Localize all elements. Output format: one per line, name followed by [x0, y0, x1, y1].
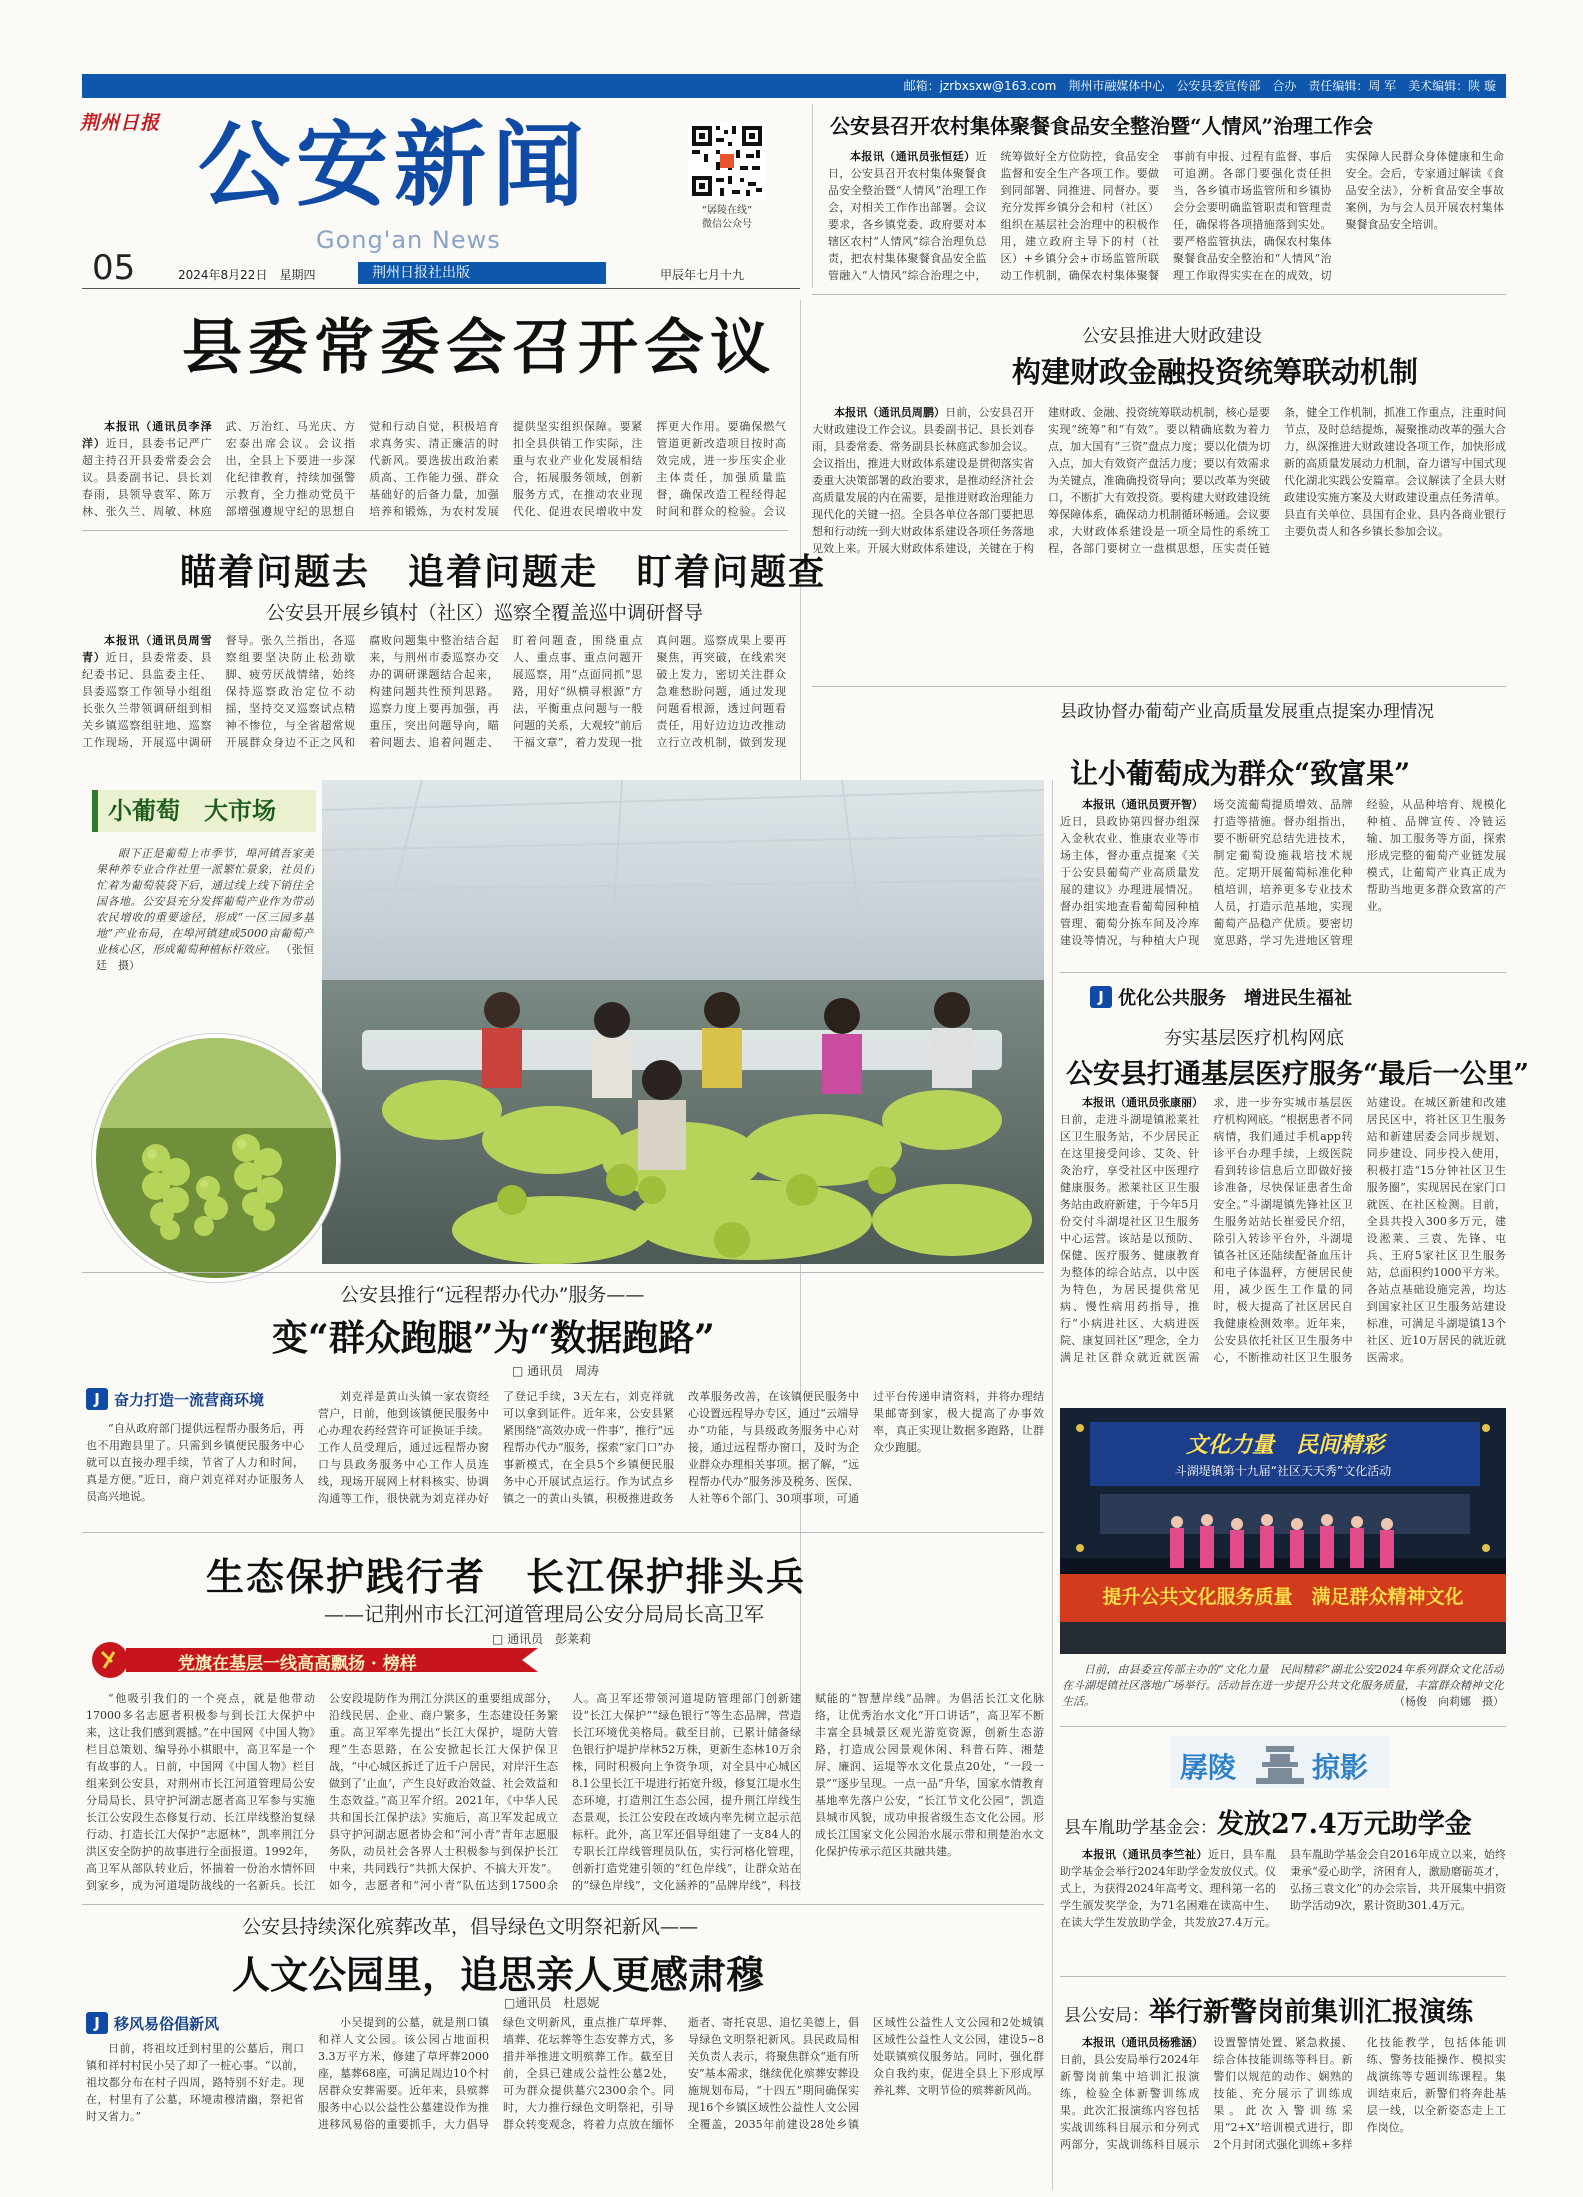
article-food-safety-body: 本报讯（通讯员张恒廷）近日，公安县召开农村集体聚餐食品安全整治暨“人情风”治理工作会，对相关工作作出部署。会议要求，各乡镇党委、政府要对本辖区农村“人情风”综合治理负总责，把农村集体聚餐食品安全监管融入“人情风”综合治理之中，统筹做好全方位防控，食品安全监督和安全生产各项工作。要做到同部署、同推进、同督办。要充分发挥乡镇分会和村（社区）组织在基层社会治理中的积极作用，建立政府主导下的村（社区）+乡镇分会+市场监管所联动工作机制，确保农村集体聚餐事前有申报、过程有监督、事后可追溯。各部门要强化责任担当，各乡镇市场监管所和乡镇协会分会要明确监管职责和管理责任，确保将各项措施落到实处。要严格监管执法，确保农村集体聚餐食品安全整治和“人情风”治理工作取得实实在在的成效，切实保障人民群众身体健康和生命安全。会后，专家通过解读《食品安全法》，分析食品安全事故案例，为与会人员开展农村集体聚餐食品安全培训。 — [828, 150, 1504, 282]
lunar-date: 甲辰年七月十九 — [660, 268, 745, 282]
culture-event-photo — [1060, 1408, 1506, 1654]
page-title-en: Gong'an News — [316, 226, 501, 254]
culture-banner: 提升公共文化服务质量 满足群众精神文化 — [1102, 1586, 1464, 1608]
feature-grape-label: 小葡萄 大市场 — [92, 790, 316, 832]
article-inspection-headline: 瞄着问题去 追着问题走 盯着问题查 — [180, 551, 827, 593]
photographer-credit: （张恒廷 摄） — [96, 943, 314, 972]
article-funeral-body: 小吴提到的公墓，就是荆口镇和祥人文公园。该公园占地面积3.3万平方米，修建了草坪葬2000座，墓葬68座，可满足周边10个村居群众安葬需要。近年来，县殡葬服务中心以公益性公墓建设作为推进移风易俗的重要抓手，大力倡导绿色文明新风，重点推广草坪葬、墙葬、花坛葬等生态安葬方式，多措并举推进文明殡葬工作。截至目前，全县已建成公益性公墓2处，可为群众提供墓穴2300余个。同时，大力推行绿色文明祭祀，引导群众转变观念，将着力点放在缅怀逝者、寄托哀思、追忆美德上，倡导绿色文明祭祀新风。县民政局相关负责人表示，将聚焦群众“逝有所安”基本需求，继续优化殡葬安葬设施规划布局，“十四五”期间确保实现16个乡镇区域性公益性人文公园全覆盖，2035年前建设28处乡镇区域性公益性人文公园和2处城镇区域性公益性人文公园，建设5~8处联镇殡仪服务站。同时，强化群众自我约束，促进全县上下形成厚养礼葬、文明节俭的殡葬新风尚。 — [318, 2016, 1044, 2131]
grape-workers-photo — [322, 780, 1044, 1264]
culture-stage-sign: 文化力量 民间精彩 — [1185, 1432, 1384, 1458]
article-police-heading: 县公安局：举行新警岗前集训汇报演练 — [1064, 1997, 1473, 2028]
article-standing-committee-body: 本报讯（通讯员李泽洋）近日，县委书记严广超主持召开县委常委会会议。县委副书记、县长刘春雨，县领导袁军、陈万林、张久兰、周敏、林庭武、万治红、马光庆、方宏泰出席会议。会议指出，全县上下要进一步深化纪律教育，持续加强警示教育，全力推动党员干部增强遵规守纪的思想自觉和行动自觉，积极培育求真务实、清正廉洁的时代新风。要选拔出政治素质高、工作能力强、群众基础好的后备力量，加强培养和锻炼，为农村发展提供坚实组织保障。要紧扣全县供销工作实际，注重与农业产业化发展相结合，拓展服务领域，创新服务方式，在推动农业现代化、促进农民增收中发挥更大作用。要确保燃气管道更新改造项目按时高效完成，进一步压实企业主体责任，加强质量监督，确保改造工程经得起时间和群众的检验。会议 — [82, 420, 786, 518]
article-inspection-body: 本报讯（通讯员周雪青）近日，县委常委、县纪委书记、县监委主任、县委巡察工作领导小组组长张久兰带领调研组到相关乡镇巡察组驻地、巡察工作现场，开展巡中调研督导。张久兰指出，各巡察组要坚决防止松劲歇脚、疲劳厌战情绪，始终保持巡察政治定位不动摇，坚持交叉巡察试点精神不惨位，与全省超常规开展群众身边不正之风和腐败问题集中整治结合起来，与荆州市委巡察办交办的调研课题结合起来，构建问题共性预判思路。巡察力度上要再加强，再重压，突出问题导向，瞄着问题去、追着问题走、盯着问题查，围绕重点人、重点事、重点问题开展巡察，用“点面同抓”思路，用好“纵横寻根源”方法，平衡重点问题与一般问题的关系，大观较“前后干福文章”，着力发现一批真问题。巡察成果上要再聚焦，再突破，在线索突破上发力，密切关注群众急难愁盼问题，通过发现问题看根源，透过问题看责任，用好边边边改推动立行立改机制，做到发现 — [82, 634, 786, 749]
article-funeral-kicker: 公安县持续深化殡葬改革，倡导绿色文明祭祀新风—— — [242, 1916, 699, 1938]
article-funeral-byline: □通讯员 杜恩妮 — [504, 1996, 600, 2010]
brand-j-icon: J — [86, 1388, 108, 1410]
brand-j-icon: J — [1090, 986, 1112, 1008]
grape-workers-image — [322, 780, 1044, 1264]
article-finance-kicker: 公安县推进大财政建设 — [1082, 326, 1262, 347]
column-custom-label: J 移风易俗倡新风 — [86, 2012, 219, 2034]
column-party-banner: 党旗在基层一线高高飘扬 · 榜样 — [82, 1640, 542, 1680]
article-clinic-kicker: 夯实基层医疗机构网底 — [1164, 1028, 1344, 1049]
dateline: 本报讯（通讯员张恒廷） — [850, 150, 976, 163]
article-scholarship-body: 本报讯（通讯员李竺祉）近日，县车胤助学基金会举行2024年助学金发放仪式。仪式上，为获得2024年高考文、理科第一名的学生颁发奖学金，为71名困难在读高中生、在读大学生发放助学金，共发放27.4万元。县车胤助学基金会自2016年成立以来，始终秉承“爱心助学，济困育人，激励磨砺英才，弘扬三袁文化”的办会宗旨，共开展集中捐资助学活动9次，累计资助301.4万元。 — [1060, 1848, 1506, 1929]
article-yangtze-body: “他吸引我们的一个亮点，就是他带动17000多名志愿者积极参与到长江大保护中来，这让我们感到震撼。”在中国网《中国人物》栏目总策划、编导孙小棋眼中，高卫军是一个有故事的人。日前，中国网《中国人物》栏目组来到公安县，对荆州市长江河道管理局公安分局局长、县守护河湖志愿者高卫军参与实施长江公安段生态修复行动、长江岸线整治复绿行动、打造长江大保护“志愿林”，凯率荆江分洪区安全防护的故事进行全面报道。1992年，高卫军从部队转业后，怀揣着一份治水情怀回到家乡，成为河道堤防战线的一名新兵。长江公安段堤防作为荆江分洪区的重要组成部分，沿线民居、企业、商户繁多，生态建设任务繁重。高卫军率先提出“长江大保护，堤防大管理”生态思路，在公安掀起长江大保护保卫战，“中心城区拆迁了近千户居民，对岸汗生态做到了‘止血’，产生良好政治效益、社会效益和生态效益。”高卫军介绍。2021年，《中华人民共和国长江保护法》实施后，高卫军发起成立县守护河湖志愿者协会和“河小青”青年志愿服务队，动员社会各界人士积极参与到保护长江中来，共同践行“共抓大保护、不搞大开发”。如今，志愿者和“河小青”队伍达到17500余人。高卫军还带领河道堤防管理部门创新建设“长江大保护”“绿色银行”等生态品牌，营造长江环境优美格局。截至目前，已累计储备绿色银行护堤护岸林52万株，更新生态林10万余株，同时积极向上争资争项，对全县中心城区8.1公里长江干堤进行拓宽升级，修复江堤水生态环境，打造荆江生态公园，提升荆江岸线生态景观，长江公安段在改域内率先树立起示范标杆。此外，高卫军还倡导组建了一支84人的专职长江岸线管理员队伍，实行河格化管理，创新打造党建引领的“红色岸线”，让群众站在的“绿色岸线”，文化涵养的“品牌岸线”，科技赋能的“智慧岸线”品牌。为倡活长江文化脉络，让优秀治水文化“开口讲话”，高卫军不断丰富全县城景区观光游览资源，创新生态游路，打造成公园景观休闲、科普石阵、湘楚屏、廉润、运堤等水文化景点20处，“一段一景”“逐步呈现。一点一品”升华，国家水情教育基地率先落户公安，“长江节文化公园”，凯造县城市风貌，成功申报省级生态文化公园。形成长江国家文化公园治水展示带和荆楚治水文化保护传承示范区共融共建。 — [86, 1692, 1044, 1892]
article-finance-headline: 构建财政金融投资统筹联动机制 — [1012, 355, 1419, 389]
paper-logo: 荆州日报 — [80, 112, 161, 134]
column-business-env-label: J 奋力打造一流营商环境 — [86, 1388, 264, 1410]
grape-closeup-image — [96, 1038, 336, 1278]
article-remote-service-kicker: 公安县推行“远程帮办代办”服务—— — [340, 1284, 645, 1306]
brand-j-icon: J — [86, 2012, 108, 2034]
feature-grape-caption: 眼下正是葡萄上市季节，埠河镇吾家美果种养专业合作社里一派繁忙景象，社员们忙着为葡萄装袋下后，通过线上线下销往全国各地。公安县充分发挥葡萄产业作为带动农民增收的重要途径，形成“一区三园多基地”产业布局，在埠河镇建成5000亩葡萄产业核心区，形成葡萄种植标杆效应。 （张恒廷 摄） — [96, 847, 314, 972]
qr-code[interactable] — [688, 122, 766, 200]
article-clinic-body: 本报讯（通讯员张康丽）日前，走进斗湖堤镇淞莱社区卫生服务站，不少居民正在这里接受问诊、艾灸、针灸治疗，享受社区中医理疗健康服务。淞莱社区卫生服务站由政府新建，于今年5月份交付斗湖堤社区卫生服务中心运营。该站是以预防、保健、医疗服务、健康教育为整体的综合站点，以中医为特色，为居民提供常见病、慢性病用药指导，推行“小病进社区、大病进医院、康复回社区”理念，全力满足社区群众就近就医需求，进一步夯实城市基层医疗机构网底。“根据患者不同病情，我们通过手机app转诊平台办理手续，上级医院看到转诊信息后立即做好接诊准备，尽快保证患者生命安全。”斗湖堤镇先锋社区卫生服务站站长崔爱民介绍，除引入转诊平台外，斗湖堤镇各社区还陆续配备血压计和电子体温秤，方便居民使用，减少医生工作量的同时，极大提高了社区居民自我健康检测效率。近年来，公安县依托社区卫生服务中心，不断推动社区卫生服务站建设。在城区新建和改建居民区中，将社区卫生服务站和新建居委会同步规划、同步建设、同步投入使用，积极打造“15分钟社区卫生服务圈”，实现居民在家门口就医、在社区检测。目前，全县共投入300多万元，建设淞莱、三袁、先锋、屯兵、王府5家社区卫生服务站，总面积约1000平方米。各站点基础设施完善，均达到国家社区卫生服务站建设标准，可满足斗湖堤镇13个社区、近10万居民的就近就医需求。 — [1060, 1096, 1506, 1364]
article-remote-service-body: 刘克祥是黄山头镇一家农资经营户，日前，他到该镇便民服务中心办理农药经营许可证换证手续。工作人员受理后，通过远程帮办窗口与县政务服务中心工作人员连线，现场开展网上材料核实、协调沟通等工作，很快就为刘克祥办好了登记手续，3天左右，刘克祥就可以拿到证件。近年来，公安县紧紧围绕“高效办成一件事”，推行“远程帮办代办”服务，探索“家门口”办事新模式，在全县5个乡镇便民服务中心开展试点运行。作为试点乡镇之一的黄山头镇，积极推进政务改革服务改善，在该镇便民服务中心设置远程导办专区，通过“云端导办”功能，与县级政务服务中心对接，通过远程帮办窗口，及时为企业群众办理相关事项。据了解，“远程帮办代办”服务涉及税务、医保、人社等6个部门、30项事项，可通过平台传递申请资料，并将办理结果邮寄到家，极大提高了办事效率，真正实现让数据多跑路，让群众少跑腿。 — [318, 1390, 1044, 1505]
qr-code-icon — [688, 122, 766, 200]
photographer-credit: （杨俊 向莉娜 摄） — [1394, 1695, 1504, 1708]
article-grape-headline: 让小葡萄成为群众“致富果” — [1070, 757, 1411, 790]
publisher-bar: 荆州日报社出版 — [358, 262, 606, 284]
column-chanling-header: 孱陵 掠影 — [1170, 1736, 1390, 1788]
article-inspection-subhead: 公安县开展乡镇村（社区）巡察全覆盖巡中调研督导 — [266, 602, 704, 624]
article-remote-service-lead: “自从政府部门提供远程帮办服务后，再也不用跑县里了。只需到乡镇便民服务中心就可以直接办理手续，节省了人力和时间，真是方便。”近日，商户刘克祥对办证服务人员高兴地说。 — [86, 1422, 304, 1503]
article-clinic-headline: 公安县打通基层医疗服务“最后一公里” — [1066, 1059, 1530, 1090]
page-number: 05 — [92, 248, 136, 288]
article-yangtze-headline: 生态保护践行者 长江保护排头兵 — [206, 1554, 807, 1599]
culture-photo-caption: 日前，由县委宣传部主办的“文化力量 民间精彩”湖北公安2024年系列群众文化活动在斗湖堤镇社区落地广场举行。活动旨在进一步提升公共文化服务质量，丰富群众精神文化生活。 （杨俊 向莉娜 摄） — [1062, 1663, 1504, 1708]
article-grape-body: 本报讯（通讯员贾开智）近日，县政协第四督办组深入金秋农业、惟康农业等市场主体，督办重点提案《关于公安县葡萄产业高质量发展的建议》办理进展情况。督办组实地查看葡萄园种植管理、葡萄分拣车间及冷库建设等情况，与种植大户现场交流葡萄提质增效、品牌打造等措施。督办组指出，要不断研究总结先进技术，制定葡萄设施栽培技术规范。定期开展葡萄标准化种植培训，培养更多专业技术人员，打造示范基地，实现葡萄产品稳产优质。要密切宽思路，学习先进地区管理经验，从品种培育、规模化种植、品牌宣传、冷链运输、加工服务等方面，探索形成完整的葡萄产业链发展模式，让葡萄产业真正成为帮助当地更多群众致富的产业。 — [1060, 798, 1506, 947]
article-remote-service-headline: 变“群众跑腿”为“数据跑路” — [272, 1317, 715, 1359]
contact-bar: 邮箱：jzrbxsxw@163.com 荆州市融媒体中心 公安县委宣传部 合办 责任编辑：周 军 美术编辑：陕 璇 — [82, 74, 1506, 98]
article-remote-service-byline: □ 通讯员 周涛 — [512, 1364, 600, 1378]
article-grape-kicker: 县政协督办葡萄产业高质量发展重点提案办理情况 — [1060, 702, 1434, 722]
article-funeral-headline: 人文公园里，追思亲人更感肃穆 — [232, 1952, 765, 1997]
article-funeral-lead: 日前，将祖坟迁到村里的公墓后，荆口镇和祥村村民小吴了却了一桩心事。“以前，祖坟都分布在村子四周，路特别不好走。现在，村里有了公墓，环境肃穆清幽，祭祀省时又省力。” — [86, 2042, 304, 2123]
section-public-service-label: J 优化公共服务 增进民生福祉 — [1090, 984, 1352, 1010]
article-police-body: 本报讯（通讯员杨雅涵）日前，县公安局举行2024年新警岗前集中培训汇报演练，检验全体新警训练成果。此次汇报演练内容包括实战训练科目展示和分列式两部分，实战训练科目展示设置警情处置、紧急救援、综合体技能训练等科目。新警们以规范的动作、娴熟的技能、充分展示了训练成果。此次入警训练采用“2+X”培训模式进行，即2个月封闭式强化训练+多样化技能教学，包括体能训练、警务技能操作、模拟实战演练等专题训练课程。集训结束后，新警们将奔赴基层一线，以全新姿态走上工作岗位。 — [1060, 2036, 1506, 2151]
article-finance-body: 本报讯（通讯员周鹏）日前，公安县召开大财政建设工作会议。县委副书记、县长刘春雨，县委常委、常务副县长林庭武参加会议。会议指出，推进大财政体系建设是贯彻落实省委重大决策部署的政治要求，是推动经济社会高质量发展的内在需要，是推进财政治理能力现代化的关键一招。全县各单位各部门要把思想和行动统一到大财政体系建设各项任务落地见效上来。开展大财政体系建设，关键在于构建财政、金融、投资统筹联动机制，核心是要实现“统筹”和“有效”。要以精确底数为着力点，加大国有“三资”盘点力度；要以化债为切入点，加大有效资产盘活力度；要以有效需求为关键点，准确确投资导向；要以改革为突破口，不断扩大有效投资。要构建大财政建设统筹保障体系，确保动力机制循环畅通。会议要求，大财政体系建设是一项全局性的系统工程，各部门要树立一盘棋思想，压实责任链条，健全工作机制，抓准工作重点，注重时间节点，及时总结提炼，凝聚推动改革的强大合力，纵深推进大财政建设各项工作，加快形成新的高质量发展动力机制，奋力谱写中国式现代化湖北实践公安篇章。会议解读了全县大财政建设实施方案及大财政建设重点任务清单。县直有关单位、县国有企业、县内各商业银行主要负责人和各乡镇长参加会议。 — [812, 406, 1506, 555]
qr-caption: “孱陵在线” 微信公众号 — [701, 205, 753, 230]
article-standing-committee-headline: 县委常委会召开会议 — [182, 313, 776, 383]
grape-closeup-photo — [92, 1034, 340, 1282]
article-yangtze-subhead: ——记荆州市长江河道管理局公安分局局长高卫军 — [324, 1602, 764, 1626]
culture-stage-subtitle: 斗湖堤镇第十九届“社区天天秀”文化活动 — [1174, 1464, 1392, 1478]
issue-date: 2024年8月22日 星期四 — [178, 268, 316, 282]
page-title: 公安新闻 — [198, 111, 591, 219]
article-food-safety-headline: 公安县召开农村集体聚餐食品安全整治暨“人情风”治理工作会 — [830, 114, 1374, 138]
article-scholarship-heading: 县车胤助学基金会：发放27.4万元助学金 — [1064, 1809, 1472, 1840]
article-yangtze-byline: □ 通讯员 彭莱莉 — [492, 1632, 592, 1646]
